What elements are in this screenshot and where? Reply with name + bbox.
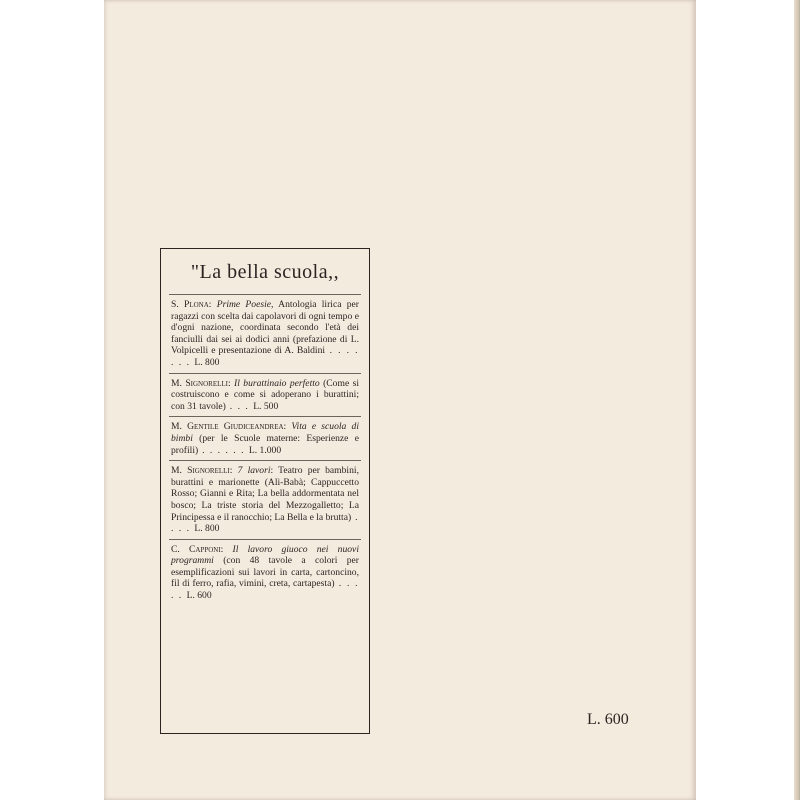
series-title: "La bella scuola,, (190, 261, 340, 283)
entry-title: 7 lavori (237, 465, 271, 477)
entry-author: M. Gentile Giudiceandrea (171, 421, 284, 433)
entry-title: Prime Poesie, (216, 299, 274, 310)
entry-price: L. 800 (194, 356, 220, 368)
entry-title: Il burattinaio perfetto (234, 377, 320, 389)
entry-author: M. Signorelli (171, 465, 230, 477)
entry-author: S. Plona (171, 299, 209, 310)
entry-leader: . . . . . . (198, 444, 249, 456)
entry-description: Antologia lirica per ragazzi con scelta dai capolavori di ogni tempo e d'ogni nazione, coordinata secondo l'età dei fanciulli dai sei ai dodici anni (prefazione di L. Volpicelli e presentazione di A. Baldini (171, 299, 359, 357)
entry-title: Il lavoro giuoco nei nuovi programmi (171, 543, 359, 567)
entry-author: C. Capponi (171, 543, 221, 555)
book-entry: M. Signorelli: Il burattinaio perfetto (Come si costruiscono e come si adoperano i burattini; con 31 tavole) . . . L. 500 (169, 373, 361, 417)
entry-title: Vita e scuola di bimbi (171, 421, 359, 444)
entry-description: (per le Scuole materne: Esperienze e profili) (171, 432, 359, 456)
entry-description: (con 48 tavole a colori per esemplificazioni sui lavori in carta, cartoncino, fil di ferro, rafia, vimini, creta, cartapesta) (171, 555, 359, 590)
entry-description: : Teatro per bambini, burattini e marionette (Alì-Babà; Cappuccetto Rosso; Gianni e Rita; La bella addormentata nel bosco; La triste storia del Mezzogalletto; La Principessa e il ranocchio; La Bella e la brutta) (171, 465, 359, 523)
entry-leader: . . . . . (171, 578, 360, 602)
book-entry: C. Capponi: Il lavoro giuoco nei nuovi programmi (con 48 tavole a colori per esemplificazioni sui lavori in carta, cartoncino, fil di ferro, rafia, vimini, creta, cartapesta) . . . . . L. 600 (169, 539, 361, 606)
entry-price: L. 500 (253, 400, 279, 412)
book-entry: S. Plona: Prime Poesie, Antologia lirica per ragazzi con scelta dai capolavori di ogni tempo e d'ogni nazione, coordinata secondo l'età dei fanciulli dai sei ai dodici anni (prefazione di L. Volpicelli e presentazione di A. Baldini . . . . . . . L. 800 (169, 294, 361, 373)
book-entry: M. Signorelli: 7 lavori: Teatro per bambini, burattini e marionette (Alì-Babà; Cappuccetto Rosso; Gianni e Rita; La bella addormentata nel bosco; La triste storia del Mezzogalletto; La Principessa e il ranocchio; La Bella e la brutta) . . . . L. 800 (169, 460, 361, 539)
entry-leader: . . . . (171, 511, 359, 535)
entry-price: L. 1.000 (248, 444, 282, 456)
entry-price: L. 800 (194, 523, 220, 535)
book-entry: M. Gentile Giudiceandrea: Vita e scuola di bimbi (per le Scuole materne: Esperienze e profili) . . . . . . L. 1.000 (169, 416, 361, 460)
entry-description: (Come si costruiscono e come si adoperano i burattini; con 31 tavole) (171, 377, 359, 412)
cover-price: L. 600 (587, 711, 629, 728)
entry-leader: . . . (225, 400, 254, 412)
entry-price: L. 600 (186, 590, 212, 602)
entry-author: M. Signorelli (171, 377, 228, 389)
entry-leader: . . . . . . . (171, 345, 359, 368)
cover-edge (794, 0, 800, 800)
book-series-list (160, 248, 370, 734)
